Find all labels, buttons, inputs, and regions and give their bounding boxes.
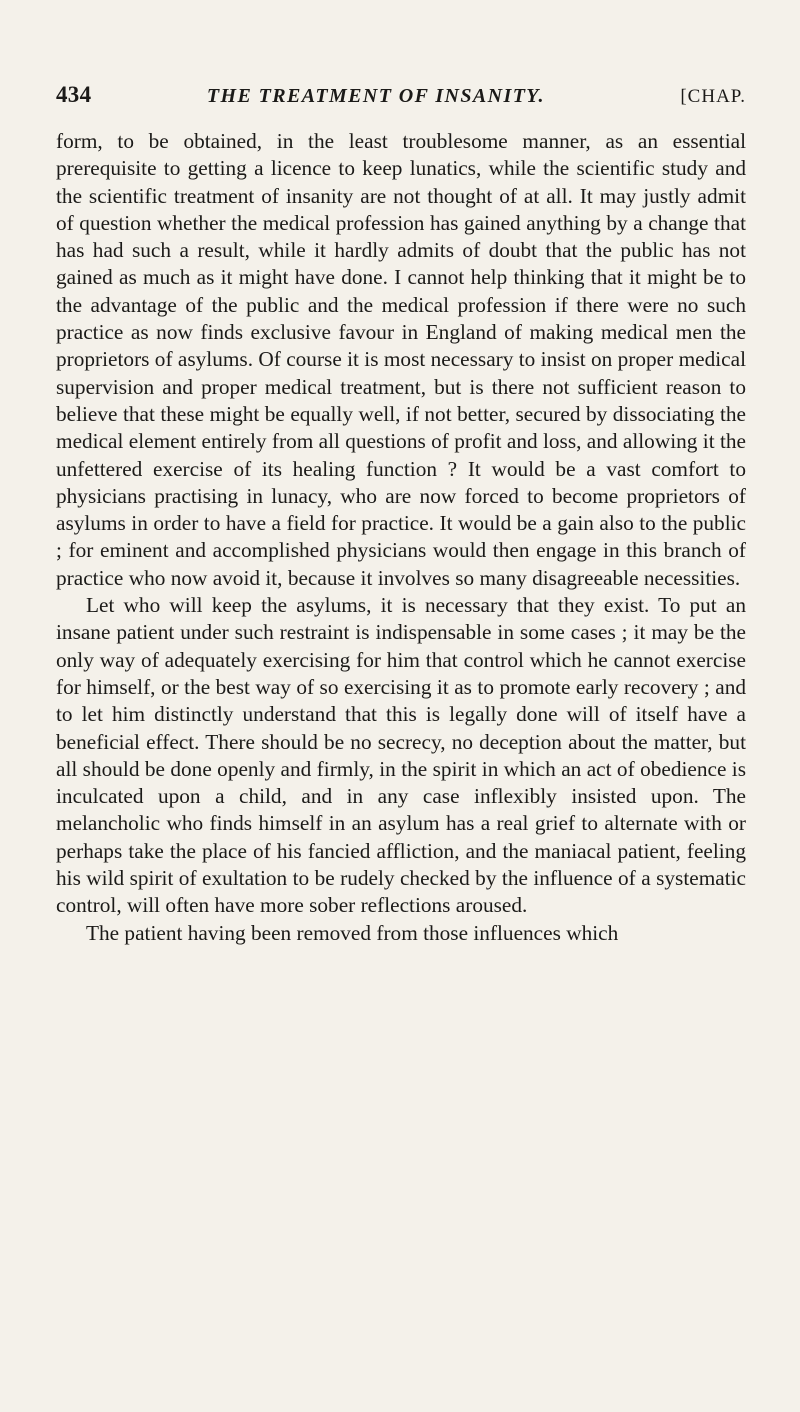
running-title: THE TREATMENT OF INSANITY.	[206, 85, 545, 107]
running-head	[56, 82, 746, 114]
paragraph-2: Let who will keep the asylums, it is necessary that they exist. To put an insane patient under such restraint is indispensable in some cases ; it may be the only way of adequately exercising for him that control which he cannot exercise for himself, or the best way of so exercising it as to promote early recovery ; and to let him distinctly understand that this is legally done will of itself have a beneficial effect. There should be no secrecy, no deception about the matter, but all should be done openly and firmly, in the spirit in which an act of obedience is inculcated upon a child, and in any case inflexibly insisted upon. The melancholic who finds himself in an asylum has a real grief to alternate with or perhaps take the place of his fancied affliction, and the maniacal patient, feeling his wild spirit of exultation to be rudely checked by the influence of a systematic control, will often have more sober reflections aroused.	[56, 593, 746, 918]
page-number: 434	[56, 82, 92, 107]
chapter-mark: [CHAP.	[680, 86, 746, 107]
paragraph-1: form, to be obtained, in the least troublesome manner, as an essential prerequisite to getting a licence to keep lunatics, while the scientific study and the scientific treatment of insanity are not thought of at all. It may justly admit of question whether the medical profession has gained anything by a change that has had such a result, while it hardly admits of doubt that the public has not gained as much as it might have done. I cannot help thinking that it might be to the advantage of the public and the medical profession if there were no such practice as now finds exclusive favour in England of making medical men the proprietors of asylums. Of course it is most necessary to insist on proper medical supervision and proper medical treatment, but is there not sufficient reason to believe that these might be equally well, if not better, secured by dissociating the medical element entirely from all questions of profit and loss, and allowing it the unfettered exercise of its healing function ? It would be a vast comfort to physicians practising in lunacy, who are now forced to become proprietors of asylums in order to have a field for practice. It would be a gain also to the public ; for eminent and accomplished physicians would then engage in this branch of practice who now avoid it, because it involves so many disagreeable necessities.	[56, 129, 746, 590]
body-text	[56, 128, 746, 947]
paragraph-3: The patient having been removed from those influences which	[86, 920, 619, 945]
